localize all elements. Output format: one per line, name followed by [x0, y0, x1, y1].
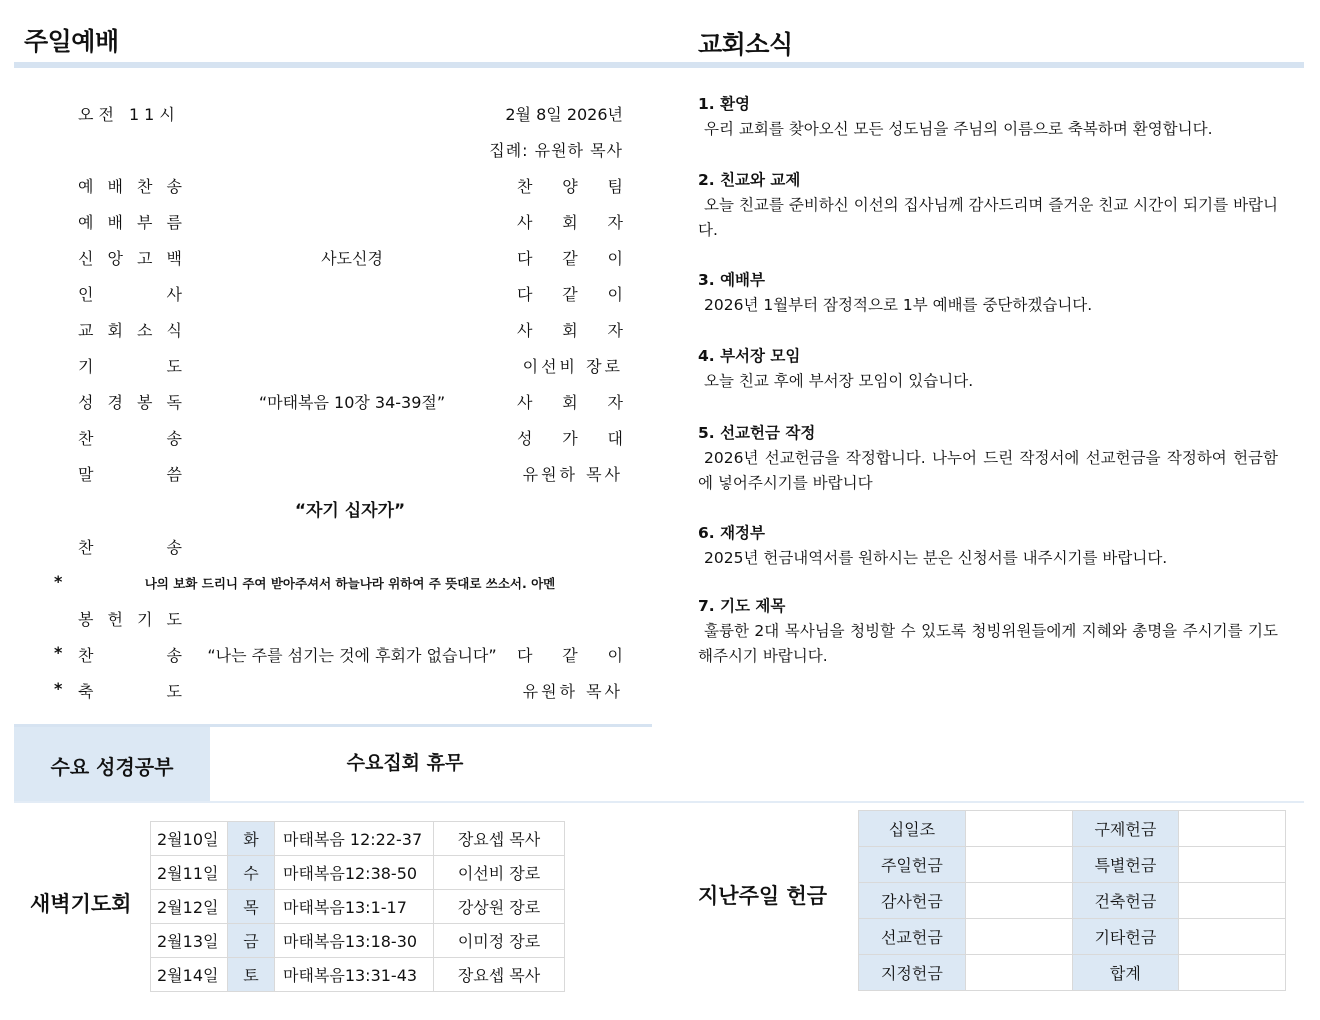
- char: 같: [562, 249, 578, 268]
- news-item: [698, 594, 1278, 669]
- news-item-body: 2026년 1월부터 잠정적으로 1부 예배를 중단하겠습니다.: [704, 296, 1093, 314]
- dawn-date: 2월13일: [151, 924, 228, 958]
- worship-item-leader: [517, 390, 623, 413]
- char: 이: [607, 249, 623, 268]
- offering-amount: [965, 811, 1072, 847]
- worship-item: [78, 210, 623, 234]
- char: 자: [607, 213, 623, 232]
- news-item-body: 2025년 헌금내역서를 원하시는 분은 신청서를 내주시기를 바랍니다.: [704, 549, 1168, 567]
- worship-item: [78, 318, 623, 342]
- dawn-leader: 이선비 장로: [434, 856, 565, 890]
- news-item-body: 2026년 선교헌금을 작정합니다. 나누어 드린 작정서에 선교헌금을 작정하여 헌금함에 넣어주시기를 바랍니다: [698, 449, 1278, 492]
- news-item-title: 7. 기도 제목: [698, 597, 786, 615]
- header-divider: [14, 62, 1304, 68]
- standing-mark: *: [54, 679, 63, 698]
- worship-item-label: [78, 462, 182, 485]
- news-item-title: 3. 예배부: [698, 271, 765, 289]
- news-item-title: 5. 선교헌금 작정: [698, 424, 816, 442]
- dawn-date: 2월14일: [151, 958, 228, 992]
- offering-amount: [1179, 919, 1286, 955]
- worship-item-label: [78, 354, 182, 377]
- worship-item: [78, 426, 623, 450]
- char: 회: [562, 321, 578, 340]
- offering-table: [858, 810, 1286, 991]
- worship-item-detail: 사도신경: [321, 249, 383, 268]
- offering-row: [859, 883, 1286, 919]
- char: 부: [137, 213, 153, 232]
- char: 도: [166, 357, 182, 376]
- worship-item-label: [78, 390, 182, 413]
- worship-item-label: [78, 282, 182, 305]
- worship-item-leader: [517, 643, 623, 666]
- offering-amount: [1179, 847, 1286, 883]
- char: 양: [562, 177, 578, 196]
- offering-category: 합계: [1072, 955, 1179, 991]
- dawn-day: 금: [228, 924, 275, 958]
- worship-item-leader: 유원하 목사: [522, 465, 623, 484]
- char: 회: [107, 321, 123, 340]
- worship-item-leader: [517, 426, 623, 449]
- worship-item-label: [78, 679, 182, 702]
- worship-item: [78, 282, 623, 306]
- char: 찬: [78, 538, 94, 557]
- char: 백: [166, 249, 182, 268]
- offering-category: 특별헌금: [1072, 847, 1179, 883]
- dawn-prayer-title: 새벽기도회: [30, 892, 132, 916]
- char: 송: [166, 177, 182, 196]
- char: 송: [166, 538, 182, 557]
- worship-item-detail: “마태복음 10장 34-39절”: [258, 393, 446, 412]
- char: 사: [166, 285, 182, 304]
- offering-amount: [1179, 883, 1286, 919]
- dawn-prayer-row: [151, 856, 565, 890]
- char: 름: [166, 213, 182, 232]
- dawn-passage: 마태복음13:18-30: [275, 924, 434, 958]
- char: 자: [607, 393, 623, 412]
- dawn-leader: 장요셉 목사: [434, 958, 565, 992]
- dawn-date: 2월12일: [151, 890, 228, 924]
- offering-row: [859, 811, 1286, 847]
- char: 도: [166, 610, 182, 629]
- worship-officiant: 집례: 유원하 목사: [489, 141, 623, 160]
- wednesday-notice: 수요집회 휴무: [346, 752, 464, 774]
- standing-mark: *: [54, 643, 63, 662]
- dawn-prayer-row: [151, 924, 565, 958]
- wednesday-title: 수요 성경공부: [50, 755, 174, 779]
- worship-item: [78, 462, 623, 486]
- char: 다: [517, 249, 533, 268]
- dawn-day: 화: [228, 822, 275, 856]
- worship-item: [78, 535, 623, 559]
- offering-amount: [965, 847, 1072, 883]
- char: 기: [137, 610, 153, 629]
- worship-item-leader: [517, 246, 623, 269]
- worship-date: 2월 8일 2026년: [505, 105, 623, 124]
- offering-row: [859, 847, 1286, 883]
- worship-item: [78, 354, 623, 378]
- offering-category: 감사헌금: [859, 883, 966, 919]
- char: 독: [166, 393, 182, 412]
- char: 성: [517, 429, 533, 448]
- section-divider: [14, 801, 1304, 803]
- char: 기: [78, 357, 94, 376]
- char: 성: [78, 393, 94, 412]
- news-item-title: 4. 부서장 모임: [698, 347, 801, 365]
- dawn-passage: 마태복음13:1-17: [275, 890, 434, 924]
- char: 경: [107, 393, 123, 412]
- dawn-date: 2월10일: [151, 822, 228, 856]
- offering-prayer-star: *: [54, 572, 63, 591]
- char: 회: [562, 213, 578, 232]
- offering-category: 십일조: [859, 811, 966, 847]
- worship-item-label: [78, 246, 182, 269]
- worship-item: [78, 390, 623, 414]
- char: 식: [166, 321, 182, 340]
- wednesday-title-box: [14, 727, 210, 803]
- offering-row: [859, 955, 1286, 991]
- offering-category: 주일헌금: [859, 847, 966, 883]
- offering-amount: [1179, 955, 1286, 991]
- news-item: [698, 421, 1278, 496]
- worship-item-label: [78, 174, 182, 197]
- char: 가: [562, 429, 578, 448]
- dawn-leader: 장요셉 목사: [434, 822, 565, 856]
- worship-item-label: [78, 643, 182, 666]
- offering-amount: [965, 955, 1072, 991]
- news-item-title: 1. 환영: [698, 95, 751, 113]
- char: 사: [517, 393, 533, 412]
- char: 고: [137, 249, 153, 268]
- offering-category: 지정헌금: [859, 955, 966, 991]
- offering-category: 구제헌금: [1072, 811, 1179, 847]
- char: 찬: [78, 429, 94, 448]
- char: 송: [166, 429, 182, 448]
- dawn-passage: 마태복음12:38-50: [275, 856, 434, 890]
- worship-item: [78, 246, 623, 270]
- char: 같: [562, 646, 578, 665]
- worship-item: [78, 607, 623, 631]
- offering-amount: [1179, 811, 1286, 847]
- char: 찬: [517, 177, 533, 196]
- dawn-passage: 마태복음 12:22-37: [275, 822, 434, 856]
- offering-category: 건축헌금: [1072, 883, 1179, 919]
- char: 송: [166, 646, 182, 665]
- char: 봉: [78, 610, 94, 629]
- char: 다: [517, 646, 533, 665]
- news-item-body: 오늘 친교를 준비하신 이선의 집사님께 감사드리며 즐거운 친교 시간이 되기를 바랍니다.: [698, 196, 1278, 239]
- worship-item: [54, 643, 623, 667]
- dawn-prayer-row: [151, 822, 565, 856]
- worship-item-leader: [517, 210, 623, 233]
- offering-amount: [965, 883, 1072, 919]
- worship-time: 오전 11시: [78, 105, 180, 124]
- char: 도: [166, 682, 182, 701]
- char: 배: [107, 177, 123, 196]
- worship-item-label: [78, 535, 182, 558]
- dawn-prayer-table: [150, 821, 565, 992]
- char: 앙: [107, 249, 123, 268]
- offering-title: 지난주일 헌금: [698, 884, 828, 908]
- dawn-prayer-row: [151, 958, 565, 992]
- char: 대: [607, 429, 623, 448]
- char: 신: [78, 249, 94, 268]
- offering-amount: [965, 919, 1072, 955]
- char: 자: [607, 321, 623, 340]
- char: 팀: [607, 177, 623, 196]
- news-item: [698, 521, 1278, 571]
- news-heading: 교회소식: [698, 30, 793, 59]
- char: 이: [607, 285, 623, 304]
- char: 말: [78, 465, 94, 484]
- char: 축: [78, 682, 94, 701]
- char: 배: [107, 213, 123, 232]
- worship-item: [54, 679, 623, 703]
- worship-item-label: [78, 426, 182, 449]
- char: 씀: [166, 465, 182, 484]
- news-item: [698, 268, 1278, 318]
- sermon-title: “자기 십자가”: [294, 501, 406, 521]
- char: 찬: [137, 177, 153, 196]
- worship-item-leader: [517, 282, 623, 305]
- char: 예: [78, 177, 94, 196]
- dawn-day: 수: [228, 856, 275, 890]
- char: 교: [78, 321, 94, 340]
- news-item-body: 훌륭한 2대 목사님을 청빙할 수 있도록 청빙위원들에게 지혜와 총명을 주시기를 기도해주시기 바랍니다.: [698, 622, 1278, 665]
- char: 다: [517, 285, 533, 304]
- news-item: [698, 92, 1278, 142]
- dawn-date: 2월11일: [151, 856, 228, 890]
- offering-prayer-text: 나의 보화 드리니 주여 받아주셔서 하늘나라 위하여 주 뜻대로 쓰소서. 아멘: [144, 576, 556, 591]
- worship-item-detail: “나는 주를 섬기는 것에 후회가 없습니다”: [207, 646, 497, 665]
- char: 인: [78, 285, 94, 304]
- worship-heading: 주일예배: [24, 27, 119, 56]
- worship-item-label: [78, 210, 182, 233]
- char: 봉: [137, 393, 153, 412]
- char: 소: [137, 321, 153, 340]
- news-item-title: 2. 친교와 교제: [698, 171, 801, 189]
- dawn-day: 토: [228, 958, 275, 992]
- news-item: [698, 168, 1278, 243]
- worship-item-leader: [517, 318, 623, 341]
- dawn-leader: 강상원 장로: [434, 890, 565, 924]
- char: 사: [517, 213, 533, 232]
- offering-category: 선교헌금: [859, 919, 966, 955]
- worship-item: [78, 174, 623, 198]
- dawn-prayer-row: [151, 890, 565, 924]
- worship-item-label: [78, 607, 182, 630]
- worship-item-leader: 이선비 장로: [522, 357, 623, 376]
- char: 예: [78, 213, 94, 232]
- worship-item-leader: [517, 174, 623, 197]
- news-item: [698, 344, 1278, 394]
- news-item-title: 6. 재정부: [698, 524, 765, 542]
- char: 같: [562, 285, 578, 304]
- news-item-body: 우리 교회를 찾아오신 모든 성도님을 주님의 이름으로 축복하며 환영합니다.: [704, 120, 1213, 138]
- worship-item-leader: 유원하 목사: [522, 682, 623, 701]
- char: 이: [607, 646, 623, 665]
- dawn-leader: 이미정 장로: [434, 924, 565, 958]
- offering-category: 기타헌금: [1072, 919, 1179, 955]
- char: 회: [562, 393, 578, 412]
- char: 찬: [78, 646, 94, 665]
- dawn-day: 목: [228, 890, 275, 924]
- char: 헌: [107, 610, 123, 629]
- dawn-passage: 마태복음13:31-43: [275, 958, 434, 992]
- news-item-body: 오늘 친교 후에 부서장 모임이 있습니다.: [704, 372, 974, 390]
- offering-row: [859, 919, 1286, 955]
- worship-item-label: [78, 318, 182, 341]
- char: 사: [517, 321, 533, 340]
